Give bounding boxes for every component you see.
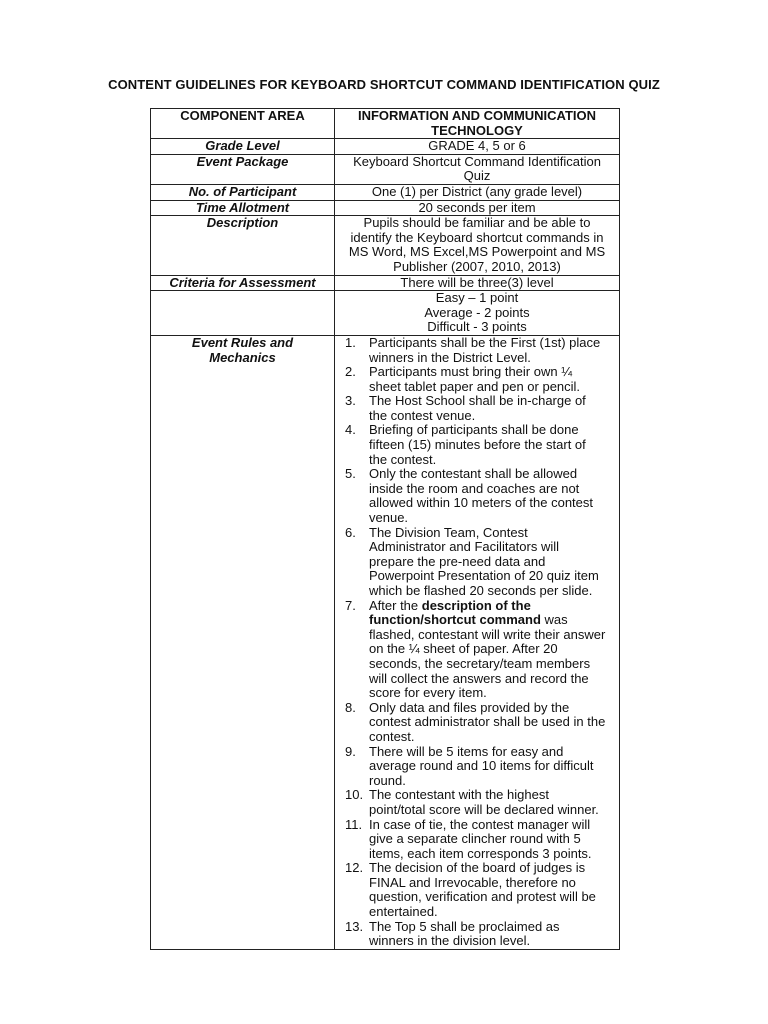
list-item <box>339 788 615 817</box>
list-line: items, each item corresponds 3 points. <box>369 845 592 861</box>
list-line: question, verification and protest will be <box>369 889 596 905</box>
list-line: The contestant with the highest <box>369 787 549 803</box>
list-line: the contest venue. <box>369 407 476 423</box>
list-line: FINAL and Irrevocable, therefore no <box>369 874 576 890</box>
bold-text-segment: description of the <box>421 597 531 613</box>
list-line: flashed, contestant will write their answer <box>369 626 606 642</box>
table-row <box>151 200 620 216</box>
list-number: 11. <box>345 816 363 832</box>
table-row <box>151 184 620 200</box>
list-item <box>339 467 615 525</box>
rules-list <box>339 336 615 949</box>
component-value-line: TECHNOLOGY <box>431 122 523 138</box>
list-line: will collect the answers and record the <box>369 670 589 686</box>
list-item <box>339 745 615 789</box>
component-area-label: COMPONENT AREA <box>180 108 305 123</box>
list-line: round. <box>369 772 406 788</box>
list-line: seconds, the secretary/team members <box>369 655 591 671</box>
list-line: score for every item. <box>369 685 487 701</box>
list-line: Briefing of participants shall be done <box>369 422 579 438</box>
list-line: the contest. <box>369 451 437 467</box>
list-number: 2. <box>345 364 356 380</box>
list-line: average round and 10 items for difficult <box>369 758 594 774</box>
value-line: MS Word, MS Excel,MS Powerpoint and MS <box>348 244 606 260</box>
component-value-header <box>335 109 620 139</box>
list-number: 12. <box>345 860 364 876</box>
document-title: CONTENT GUIDELINES FOR KEYBOARD SHORTCUT COMMAND IDENTIFICATION QUIZ <box>108 77 660 92</box>
component-value-line: INFORMATION AND COMMUNICATION <box>357 108 597 123</box>
table-row <box>151 275 620 291</box>
list-line: allowed within 10 meters of the contest <box>369 495 594 511</box>
row-value: There will be three(3) level <box>335 275 620 291</box>
value-line: identify the Keyboard shortcut commands in <box>350 229 604 245</box>
rules-label-line: Mechanics <box>209 349 276 365</box>
rules-label-line: Event Rules and <box>191 334 294 350</box>
list-line: Participants must bring their own ¼ <box>369 364 573 380</box>
list-line: venue. <box>369 510 409 526</box>
list-line: point/total score will be declared winner. <box>369 801 599 817</box>
list-item <box>339 336 615 365</box>
list-item <box>339 526 615 599</box>
points-value <box>335 291 620 336</box>
list-line: which be flashed 20 seconds per slide. <box>369 583 593 598</box>
table-row <box>151 216 620 275</box>
row-value <box>335 154 620 184</box>
table-row <box>151 139 620 155</box>
value-line: Quiz <box>463 168 491 184</box>
points-easy: Easy – 1 point <box>435 290 519 306</box>
list-line <box>369 599 615 614</box>
list-line: The Top 5 shall be proclaimed as <box>369 918 560 934</box>
list-line: The Division Team, Contest <box>369 524 528 540</box>
list-line: on the ¼ sheet of paper. After 20 <box>369 641 558 657</box>
row-label-empty <box>151 291 335 336</box>
points-average: Average - 2 points <box>424 304 530 320</box>
list-line: give a separate clincher round with 5 <box>369 831 581 847</box>
list-item <box>339 920 615 949</box>
list-line: winners in the division level. <box>369 933 531 949</box>
list-number: 6. <box>345 524 356 540</box>
list-item <box>339 861 615 919</box>
list-line: Only the contestant shall be allowed <box>369 466 578 482</box>
text-segment: was <box>540 612 568 628</box>
list-line: Powerpoint Presentation of 20 quiz item <box>369 568 599 584</box>
list-item <box>339 701 615 745</box>
guidelines-table <box>150 108 620 950</box>
bold-text-segment: function/shortcut command <box>369 612 541 628</box>
list-number: 4. <box>345 422 356 438</box>
component-area-header <box>151 109 335 139</box>
value-line: Keyboard Shortcut Command Identification <box>353 153 601 169</box>
table-row <box>151 335 620 949</box>
text-segment: After the <box>369 597 422 613</box>
list-line: inside the room and coaches are not <box>369 480 580 496</box>
list-line: winners in the District Level. <box>369 349 531 365</box>
table-row <box>151 154 620 184</box>
row-label: No. of Participant <box>151 184 335 200</box>
list-number: 10. <box>345 787 364 803</box>
list-line: The Host School shall be in-charge of <box>369 393 586 409</box>
row-value: GRADE 4, 5 or 6 <box>335 139 620 155</box>
list-number: 9. <box>345 743 356 759</box>
description-value <box>335 216 620 275</box>
list-number: 3. <box>345 393 356 409</box>
list-number: 8. <box>345 699 356 715</box>
row-label: Grade Level <box>151 139 335 155</box>
list-item <box>339 599 615 701</box>
list-line: The decision of the board of judges is <box>369 860 586 876</box>
list-line: Participants shall be the First (1st) place <box>369 334 601 350</box>
row-label: Time Allotment <box>151 200 335 216</box>
list-number: 5. <box>345 466 356 482</box>
list-line: Administrator and Facilitators will <box>369 539 560 555</box>
table-row <box>151 291 620 336</box>
list-line <box>369 613 615 628</box>
points-difficult: Difficult - 3 points <box>427 319 527 335</box>
list-number: 7. <box>345 597 356 613</box>
row-label: Criteria for Assessment <box>151 275 335 291</box>
list-number: 1. <box>345 334 356 350</box>
list-line: entertained. <box>369 904 438 920</box>
list-item <box>339 423 615 467</box>
list-line: contest. <box>369 728 415 744</box>
row-value: 20 seconds per item <box>335 200 620 216</box>
value-line: Publisher (2007, 2010, 2013) <box>393 258 561 274</box>
list-line: fifteen (15) minutes before the start of <box>369 437 586 453</box>
value-line: Pupils should be familiar and be able to <box>363 215 591 231</box>
row-value: One (1) per District (any grade level) <box>335 184 620 200</box>
row-label: Description <box>151 216 335 275</box>
table-header-row <box>151 109 620 139</box>
list-line: In case of tie, the contest manager will <box>369 816 591 832</box>
rules-label <box>151 335 335 949</box>
row-label: Event Package <box>151 154 335 184</box>
list-line: contest administrator shall be used in the <box>369 714 606 730</box>
rules-list-cell <box>335 335 620 949</box>
list-item <box>339 818 615 862</box>
list-line: There will be 5 items for easy and <box>369 743 564 759</box>
list-line: sheet tablet paper and pen or pencil. <box>369 378 581 394</box>
list-item <box>339 365 615 394</box>
list-line: prepare the pre-need data and <box>369 553 546 569</box>
list-number: 13. <box>345 918 364 934</box>
list-item <box>339 394 615 423</box>
list-line: Only data and files provided by the <box>369 699 570 715</box>
